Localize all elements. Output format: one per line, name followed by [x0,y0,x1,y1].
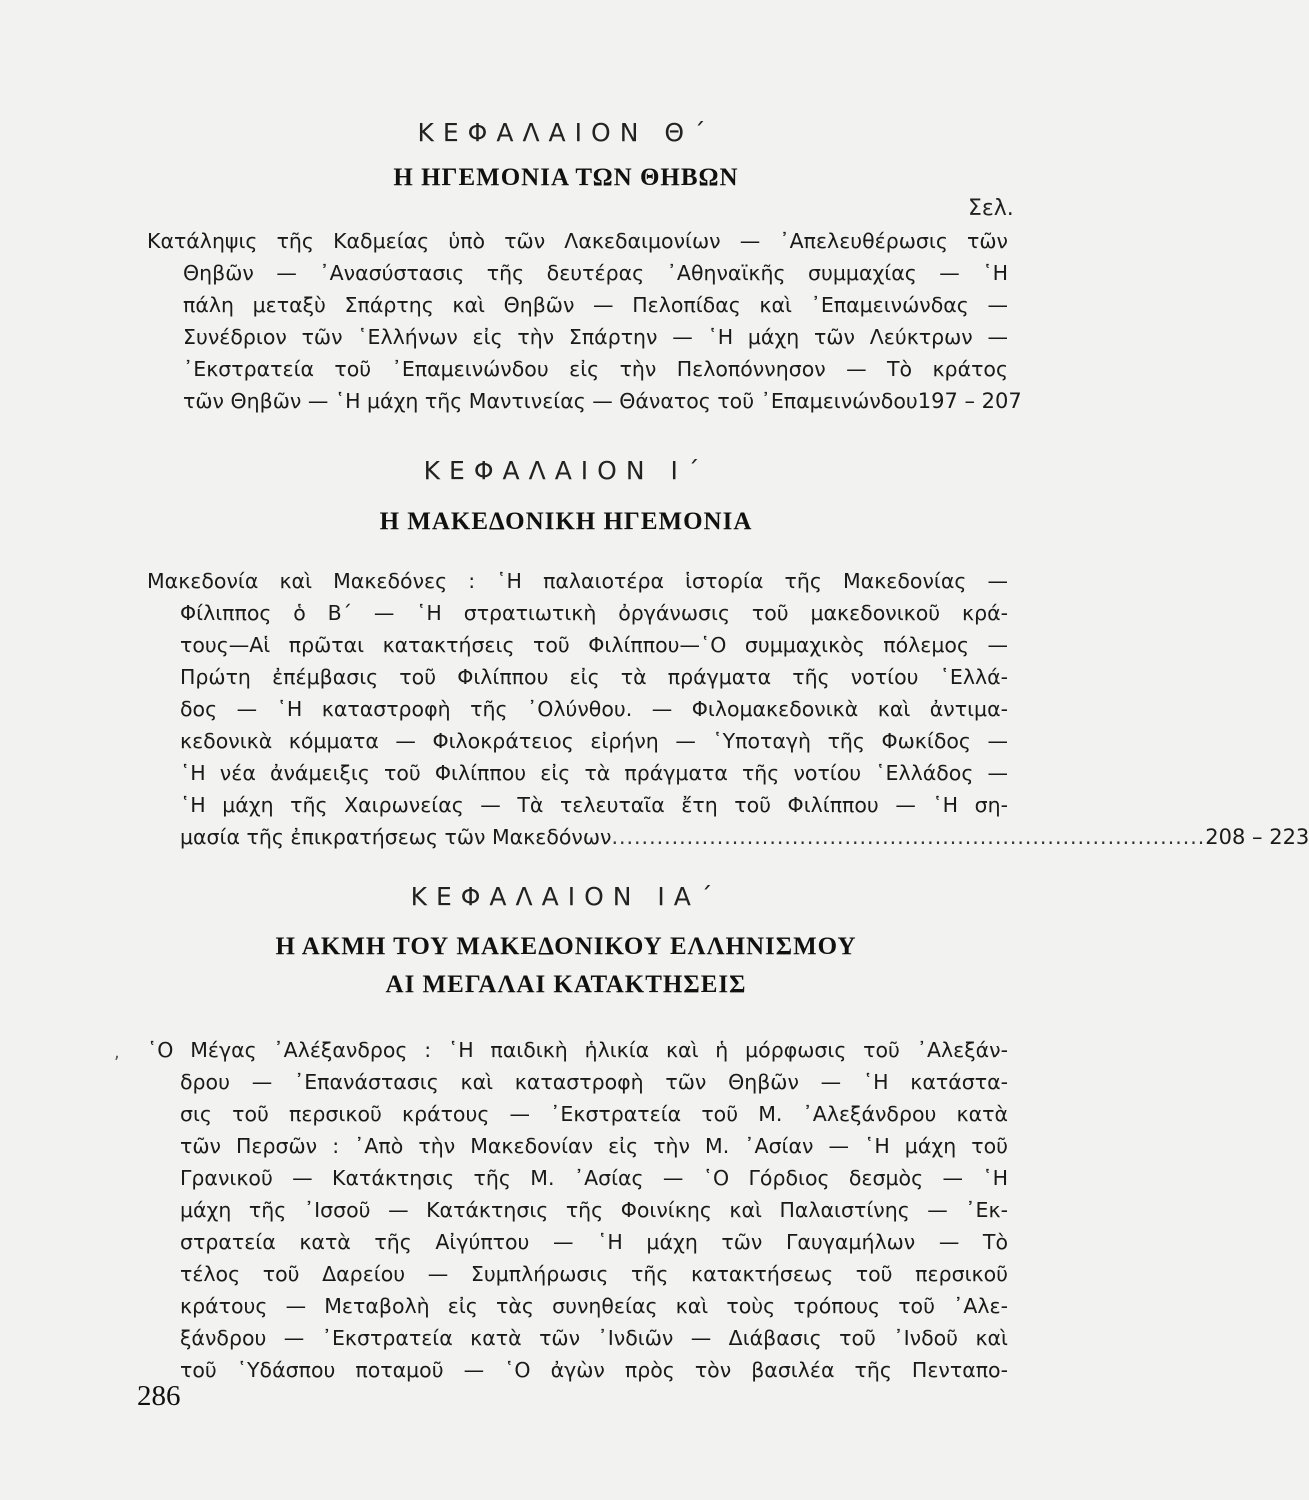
ch9-pages: 197 – 207 [917,389,1022,413]
chapter-11-title: Η ΑΚΜΗ ΤΟΥ ΜΑΚΕΔΟΝΙΚΟΥ ΕΛΛΗΝΙΣΜΟΥ [275,933,857,960]
ch11-line-9: κράτους — Μεταβολὴ εἰς τὰς συνηθείας καὶ τοὺς τρόπους τοῦ ᾽Αλε- [180,1294,1008,1318]
ch11-line-11: τοῦ ῾Υδάσπου ποταμοῦ — ῾Ο ἀγὼν πρὸς τὸν βασιλέα τῆς Πενταπο- [180,1358,1008,1382]
ch9-line-3: πάλη μεταξὺ Σπάρτης καὶ Θηβῶν — Πελοπίδας καὶ ᾽Επαμεινώνδας — [183,293,1008,317]
ch11-line-10: ξάνδρου — ᾽Εκστρατεία κατὰ τῶν ᾽Ινδιῶν — Διάβασις τοῦ ᾽Ινδοῦ καὶ [180,1326,1008,1350]
ch10-pages: 208 – 223 [1205,825,1309,849]
page-number: 286 [137,1380,181,1412]
ch10-line-1: Μακεδονία καὶ Μακεδόνες : ῾Η παλαιοτέρα ἱστορία τῆς Μακεδονίας — [147,569,1008,593]
ch11-line-3: σις τοῦ περσικοῦ κράτους — ᾽Εκστρατεία τοῦ Μ. ᾽Αλεξάνδρου κατὰ [180,1102,1008,1126]
ch10-line-8: ῾Η μάχη τῆς Χαιρωνείας — Τὰ τελευταῖα ἔτη τοῦ Φιλίππου — ῾Η ση- [180,793,1008,817]
chapter-11-subtitle: ΑΙ ΜΕΓΑΛΑΙ ΚΑΤΑΚΤΗΣΕΙΣ [385,971,747,998]
ch11-line-8: τέλος τοῦ Δαρείου — Συμπλήρωσις τῆς κατακτήσεως τοῦ περσικοῦ [180,1262,1008,1286]
ch10-line-6: κεδονικὰ κόμματα — Φιλοκράτειος εἰρήνη — ῾Υποταγὴ τῆς Φωκίδος — [180,729,1008,753]
ch9-line-5: ᾽Εκστρατεία τοῦ ᾽Επαμεινώνδου εἰς τὴν Πελοπόννησον — Τὸ κράτος [183,357,1008,381]
ch9-line-2: Θηβῶν — ᾽Ανασύστασις τῆς δευτέρας ᾽Αθηναϊκῆς συμμαχίας — ῾Η [183,261,1008,285]
ch10-line-2: Φίλιππος ὁ Β΄ — ῾Η στρατιωτικὴ ὀργάνωσις τοῦ μακεδονικοῦ κρά- [180,601,1008,625]
ch11-line-2: δρου — ᾽Επανάστασις καὶ καταστροφὴ τῶν Θηβῶν — ῾Η κατάστα- [180,1070,1008,1094]
chapter-10-title: Η ΜΑΚΕΔΟΝΙΚΗ ΗΓΕΜΟΝΙΑ [379,508,753,535]
ch11-line-5: Γρανικοῦ — Κατάκτησις τῆς Μ. ᾽Ασίας — ῾Ο Γόρδιος δεσμὸς — ῾Η [180,1166,1008,1190]
ch10-last-text: μασία τῆς ἐπικρατήσεως τῶν Μακεδόνων [180,825,612,849]
ch10-line-4: Πρώτη ἐπέμβασις τοῦ Φιλίππου εἰς τὰ πράγματα τῆς νοτίου ῾Ελλά- [180,665,1008,689]
chapter-9-title: Η ΗΓΕΜΟΝΙΑ ΤΩΝ ΘΗΒΩΝ [393,164,739,191]
margin-mark: , [114,1042,120,1063]
ch10-line-7: ῾Η νέα ἀνάμειξις τοῦ Φιλίππου εἰς τὰ πράγματα τῆς νοτίου ῾Ελλάδος — [180,761,1008,785]
ch11-line-6: μάχη τῆς ᾽Ισσοῦ — Κατάκτησις τῆς Φοινίκης καὶ Παλαιστίνης — ᾽Εκ- [180,1198,1008,1222]
ch10-line-3: τους—Αἱ πρῶται κατακτήσεις τοῦ Φιλίππου—῾Ο συμμαχικὸς πόλεμος — [180,633,1008,657]
chapter-10-label: ΚΕΦΑΛΑΙΟΝ Ι΄ [423,456,709,485]
ch9-line-4: Συνέδριον τῶν ῾Ελλήνων εἰς τὴν Σπάρτην — ῾Η μάχη τῶν Λεύκτρων — [183,325,1008,349]
ch10-line-9 [180,822,1309,852]
ch9-line-1: Κατάληψις τῆς Καδμείας ὑπὸ τῶν Λακεδαιμονίων — ᾽Απελευθέρωσις τῶν [147,229,1008,253]
page-column-label: Σελ. [968,196,1014,221]
ch9-last-text: τῶν Θηβῶν — ῾Η μάχη τῆς Μαντινείας — Θάνατος τοῦ ᾽Επαμεινώνδου [183,389,918,413]
ch9-line-6 [183,386,1022,416]
chapter-11-label: ΚΕΦΑΛΑΙΟΝ ΙΑ΄ [410,882,722,911]
ch10-line-5: δος — ῾Η καταστροφὴ τῆς ᾽Ολύνθου. — Φιλομακεδονικὰ καὶ ἀντιμα- [180,697,1008,721]
leader-dots: ............................................................................... [611,825,1206,849]
ch11-line-7: στρατεία κατὰ τῆς Αἰγύπτου — ῾Η μάχη τῶν Γαυγαμήλων — Τὸ [180,1230,1008,1254]
ch11-line-4: τῶν Περσῶν : ᾽Απὸ τὴν Μακεδονίαν εἰς τὴν Μ. ᾽Ασίαν — ῾Η μάχη τοῦ [180,1134,1008,1158]
ch11-line-1: ῾Ο Μέγας ᾽Αλέξανδρος : ῾Η παιδικὴ ἡλικία καὶ ἡ μόρφωσις τοῦ ᾽Αλεξάν- [147,1038,1008,1062]
chapter-9-label: ΚΕΦΑΛΑΙΟΝ Θ΄ [417,118,715,147]
